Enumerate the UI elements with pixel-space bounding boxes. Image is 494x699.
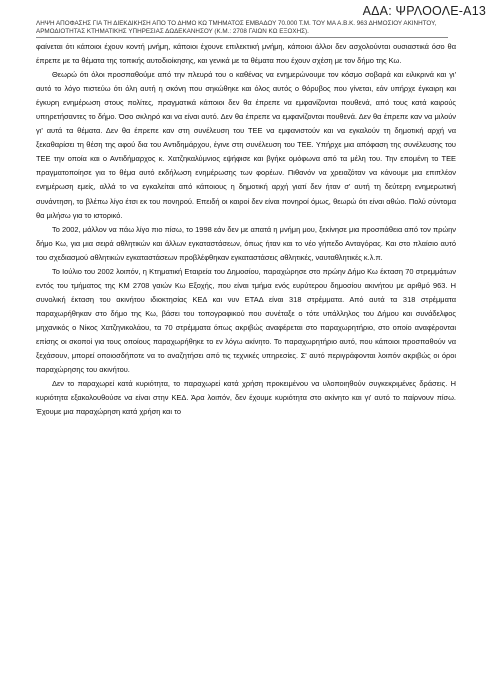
ada-code: ΑΔΑ: ΨΡΛΟΟΛΕ-Α13 [362,4,486,18]
paragraph-4: Το Ιούλιο του 2002 λοιπόν, η Κτηματική Εταιρεία του Δημοσίου, παραχώρησε στο πρώην Δήμο Κω έκταση 70 στρεμμάτων εντός του τμήματος της ΚΜ 2708 γαιών Κω Εξοχής, που είναι τμήμα ενός ευρύτερου δημοσίου ακινήτου με αριθμό 963. Η συνολική έκταση του ακινήτου ιδιοκτησίας ΚΕΔ και νυν ΕΤΑΔ είναι 318 στρέμματα. Από αυτά τα 318 στρέμματα παραχωρήθηκαν στο δήμο της Κω, βάσει του τοπογραφικού που συνέταξε ο τότε υπάλληλος του Δήμου και συνάδελφος μηχανικός ο Νίκος Χατζηνικολάου, τα 70 στρέμματα όπως ακριβώς αναφέρεται στο παραχωρητήριο, στο οποίο αναφέρονται επίσης οι σκοποί για τους οποίους παραχωρήθηκε το εν λόγω ακίνητο. Το παραχωρητήριο αυτό, που κάποιοι προσπαθούν να ξεχάσουν, μπορεί οποιοσδήποτε να το αναζητήσει από τις τεχνικές υπηρεσίες. Σ' αυτό περιγράφονται λοιπόν ακριβώς οι όροι παραχώρησης του ακινήτου. [36,266,456,375]
document-header: ΛΗΨΗ ΑΠΟΦΑΣΗΣ ΓΙΑ ΤΗ ΔΙΕΚΔΙΚΗΣΗ ΑΠΟ ΤΟ ΔΗΜΟ ΚΩ ΤΜΗΜΑΤΟΣ ΕΜΒΑΔΟΥ 70.000 Τ.Μ. ΤΟΥ ΜΑ Α.Β.Κ. 963 ΔΗΜΟΣΙΟΥ ΑΚΙΝΗΤΟΥ, ΑΡΜΟΔΙΟΤΗΤΑΣ ΚΤΗΜΑΤΙΚΗΣ ΥΠΗΡΕΣΙΑΣ ΔΩΔΕΚΑΝΗΣΟΥ (Κ.Μ.: 2708 ΓΑΙΩΝ ΚΩ ΕΞΟΧΗΣ). [36,20,437,35]
document-body [36,40,456,419]
paragraph-5: Δεν το παραχωρεί κατά κυριότητα, το παραχωρεί κατά χρήση προκειμένου να υλοποιηθούν συγκεκριμένες δράσεις. Η κυριότητα εξακολουθούσε να είναι στην ΚΕΔ. Άρα λοιπόν, δεν έχουμε κυριότητα στο ακίνητο και γι' αυτό το παίρνουν πίσω. Έχουμε μια παραχώρηση κατά χρήση και το [36,379,456,417]
paragraph-1: φαίνεται ότι κάποιοι έχουν κοντή μνήμη, κάποιοι έχουνε επιλεκτική μνήμη, κάποιοι άλλοι δεν ασχολούνται ουσιαστικά όσο θα έπρεπε με τα θέματα της τοπικής αυτοδιοίκησης, και γενικά με τα θέματα που έχουν σχέση με τον δήμο της Κω. [36,42,456,66]
header-divider [36,37,448,38]
paragraph-3: Το 2002, μάλλον να πάω λίγο πιο πίσω, το 1998 εάν δεν με απατά η μνήμη μου, ξεκίνησε μια προσπάθεια από τον πρώην δήμο Κω, για μια σειρά αθλητικών και άλλων εγκαταστάσεων, όπως ήταν και το νέο γήπεδο Ανταγόρας. Και στο πλαίσιο αυτό του σχεδιασμού αθλητικών εγκαταστάσεων προβλέφθηκαν εγκαταστάσεις αθλητικές, ναυταθλητικές κ.λ.π. [36,224,456,262]
paragraph-2: Θεωρώ ότι όλοι προσπαθούμε από την πλευρά του ο καθένας να ενημερώνουμε τον κόσμο σοβαρά και ειλικρινά και γι' αυτό το λόγο πιστεύω ότι όλη αυτή η σκόνη που σηκώθηκε και όλος αυτός ο θόρυβος που γίνεται, εάν υπήρχε έγκαιρη και έγκυρη ενημέρωση στους πολίτες, πραγματικά κάποιοι δεν θα έπρεπε να εμφανίζονται πουθενά, από τους κατά καιρούς υπηρετήσαντες το δήμο. Όσο σκληρό και να είναι αυτό. Δεν θα έπρεπε να εμφανίζονται πουθενά. Δεν θα έπρεπε καν να μιλούν γι' αυτά τα θέματα. Δεν θα έπρεπε καν στη συνέλευση του ΤΕΕ να εμφανιστούν και να εγκαλούν τη δημοτική αρχή να ξεκαθαρίσει τη θέση της αφού δια του Αντιδημάρχου, έγινε στη συνέλευση του ΤΕΕ. Υπήρχε μια απόφαση της συνέλευσης του ΤΕΕ την οποία και ο Αντιδήμαρχος κ. Χατζηκαλύμνιος εψήφισε και βγήκε ομόφωνα από τα μέλη του. Την επομένη το ΤΕΕ πραγματοποίησε για το θέμα αυτό εκδήλωση ενημέρωσης των φορέων. Πιθανόν να χρειαζόταν να κάνουμε μια επιπλέον ενημέρωση εμείς, αλλά το να εγκαλείται από κάποιους η δημοτική αρχή γιατί δεν ήταν σ' αυτή τη δεύτερη ενημερωτική συνάντηση, το βλέπω λίγο έτσι εκ του πονηρού. Επειδή οι καιροί δεν είναι πονηροί όμως, θεωρώ ότι είναι αθώο. Πολύ σύντομα θα μιλήσω για το ιστορικό. [36,70,456,220]
